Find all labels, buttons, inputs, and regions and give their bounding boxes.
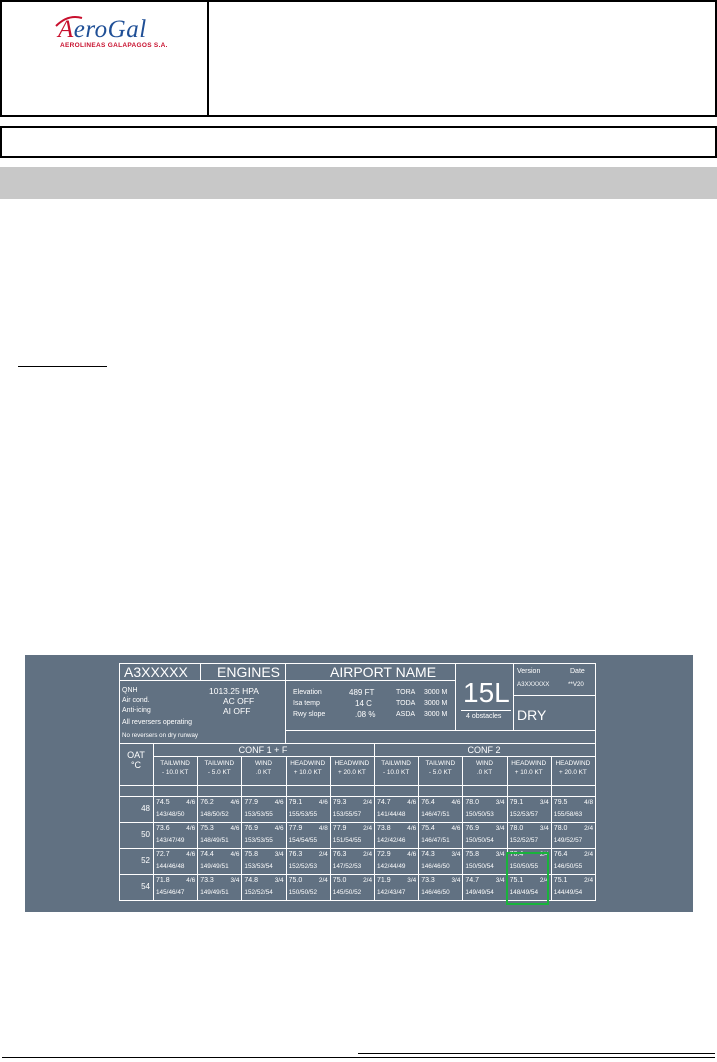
v-speeds: 150/50/53 [465,811,494,818]
v-speeds: 143/47/49 [156,837,185,844]
takeoff-weight: 75.3 [200,825,214,832]
takeoff-weight: 77.9 [332,825,347,832]
v-speeds: 146/46/50 [421,863,450,870]
v-speeds: 153/55/57 [332,811,362,818]
oat-value: 48 [141,804,150,813]
row-divider [119,848,595,849]
v-speeds: 148/50/52 [200,811,229,818]
column-divider [330,756,331,900]
wind-header-title: WIND [254,760,272,767]
takeoff-weight: 73.8 [377,825,391,832]
v-speeds: 152/53/57 [509,811,539,818]
logo-cell [2,2,209,115]
takeoff-weight: 74.8 [244,877,259,884]
isa-label: Isa temp [293,700,320,707]
info-bottom [285,730,595,731]
flex-config: 3/4 [495,877,505,884]
tora-value: 3000 M [424,689,448,696]
selected-cell-highlight [506,852,549,905]
wind-header-title: TAILWIND [204,760,235,767]
v-speeds: 149/49/51 [200,863,229,870]
takeoff-weight: 73.3 [421,877,435,884]
takeoff-weight: 79.3 [332,799,347,806]
v-speeds: 149/49/54 [465,889,494,896]
takeoff-weight: 76.9 [465,825,480,832]
takeoff-weight: 79.1 [509,799,524,806]
elevation-label: Elevation [293,689,322,696]
v-speeds: 144/49/54 [553,889,583,896]
title-divider-left [119,680,285,681]
flex-config: 2/4 [539,851,549,858]
column-divider [241,756,242,900]
v-speeds: 155/58/63 [553,811,583,818]
takeoff-weight: 76.4 [421,799,435,806]
obstacles-count: 4 obstacles [466,713,502,720]
runway-underline [461,710,511,711]
takeoff-weight: 75.4 [421,825,435,832]
flex-config: 4/6 [230,799,240,806]
column-divider [418,756,419,900]
v-speeds: 145/50/52 [332,889,362,896]
flex-config: 2/4 [363,825,372,832]
frame-right-top [595,663,596,743]
frame-left-top [119,663,120,743]
isa-value: 14 C [355,699,372,708]
flex-config: 3/4 [274,851,284,858]
runway-surface: DRY [517,707,547,723]
underline-rule [18,366,107,367]
takeoff-weight: 76.4 [553,851,568,858]
slope-label: Rwy slope [293,711,326,718]
wind-header-value: - 10.0 KT [382,769,410,776]
data-top [119,796,595,797]
wind-header-value: .0 KT [255,769,272,776]
v-speeds: 150/50/55 [509,863,539,870]
wind-header-title: TAILWIND [425,760,456,767]
v-speeds: 148/49/54 [509,889,539,896]
takeoff-weight: 76.4 [509,851,524,858]
takeoff-weight: 74.3 [421,851,435,858]
flex-config: 4/6 [186,799,196,806]
toda-value: 3000 M [424,700,448,707]
aircond-value: AC OFF [223,696,255,706]
conf2-header: CONF 2 [467,745,501,755]
wind-header-bottom [119,785,595,786]
elevation-value: 489 FT [349,688,375,697]
flex-config: 4/6 [407,825,417,832]
antiice-label: Anti-icing [122,707,151,714]
v-speeds: 150/50/54 [465,863,494,870]
oat-value: 54 [141,882,150,891]
v-speeds: 152/52/53 [288,863,318,870]
takeoff-weight: 75.1 [553,877,568,884]
row-divider [119,822,595,823]
flex-config: 3/4 [539,799,549,806]
takeoff-weight: 76.2 [200,799,214,806]
v-speeds: 141/44/48 [377,811,406,818]
title-sep-4 [513,663,514,730]
column-divider [551,756,552,900]
aerogal-logo: AeroGal [58,16,147,43]
flex-config: 4/6 [318,799,328,806]
wind-header-value: - 5.0 KT [428,769,452,776]
v-speeds: 150/50/52 [288,889,318,896]
flex-config: 4/8 [318,825,328,832]
v-speeds: 154/54/55 [288,837,318,844]
v-speeds: 144/46/48 [156,863,185,870]
takeoff-weight: 76.9 [244,825,259,832]
version-label: Version [517,668,541,675]
v-speeds: 151/54/55 [332,837,362,844]
flex-config: 2/4 [584,877,593,884]
takeoff-weight: 78.0 [465,799,480,806]
reversers-all: All reversers operating [122,719,193,726]
flex-config: 4/6 [451,799,461,806]
toda-label: TODA [396,700,416,707]
flex-config: 2/4 [584,825,593,832]
takeoff-weight: 74.4 [200,851,214,858]
flex-config: 2/4 [363,877,372,884]
title-sep-1 [200,663,201,680]
takeoff-weight: 71.8 [156,877,170,884]
conf1-header: CONF 1 + F [238,745,288,755]
column-divider [286,756,287,900]
flex-config: 3/4 [451,851,461,858]
frame-mid [119,743,595,744]
v-speeds: 152/52/57 [509,837,539,844]
wind-header-title: HEADWIND [334,760,370,767]
qnh-label: QNH [122,687,138,694]
v-speeds: 142/44/49 [377,863,406,870]
v-speeds: 145/46/47 [156,889,185,896]
takeoff-weight: 78.0 [509,825,524,832]
oat-value: 52 [141,856,150,865]
runway-id: 15L [463,677,510,708]
footer-rule [2,1057,715,1058]
flex-config: 3/4 [274,877,284,884]
v-speeds: 155/53/55 [288,811,318,818]
takeoff-weight: 79.1 [288,799,303,806]
wind-header-value: .0 KT [476,769,493,776]
takeoff-weight: 76.3 [288,851,303,858]
v-speeds: 146/46/50 [421,889,450,896]
date-label: Date [570,668,585,675]
wind-header-value: - 5.0 KT [207,769,231,776]
v-speeds: 142/42/46 [377,837,406,844]
flex-config: 3/4 [539,825,549,832]
v-speeds: 146/47/51 [421,811,450,818]
takeoff-weight: 76.3 [332,851,347,858]
v-speeds: 146/47/51 [421,837,450,844]
flex-config: 3/4 [495,799,505,806]
logo-subtitle: AEROLINEAS GALAPAGOS S.A. [60,42,168,49]
oat-label-text: OAT [127,750,145,760]
flex-config: 4/6 [407,851,417,858]
flex-config: 3/4 [451,877,461,884]
flex-config: 3/4 [495,851,505,858]
flex-config: 3/4 [407,877,417,884]
title-divider-mid [285,680,455,681]
date-value: **V20 [568,681,584,688]
asda-value: 3000 M [424,711,448,718]
wind-header-value: + 10.0 KT [293,769,322,776]
wind-header-value: + 20.0 KT [337,769,366,776]
takeoff-weight: 73.6 [156,825,170,832]
document-header [0,0,717,117]
title-bar [0,126,717,158]
takeoff-weight: 75.1 [509,877,524,884]
takeoff-weight: 74.5 [156,799,170,806]
flex-config: 3/4 [230,877,240,884]
slope-value: .08 % [355,710,376,719]
v-speeds: 149/52/57 [553,837,583,844]
flex-config: 2/4 [363,851,372,858]
aircraft-code: A3XXXXX [124,664,188,680]
takeoff-weight: 71.9 [377,877,391,884]
takeoff-weight: 73.3 [200,877,214,884]
oat-value: 50 [141,830,150,839]
flex-config: 2/4 [539,877,549,884]
takeoff-weight: 77.9 [288,825,303,832]
title-sep-3 [455,663,456,730]
engines-title: ENGINES [217,664,281,680]
flex-config: 4/6 [274,799,284,806]
wind-header-title: WIND [475,760,493,767]
wind-header-title: HEADWIND [290,760,326,767]
title-sep-2 [285,663,286,743]
v-speeds: 153/53/55 [244,811,273,818]
v-speeds: 152/52/54 [244,889,273,896]
section-bar [0,167,717,199]
takeoff-weight: 77.9 [244,799,259,806]
v-speeds: 153/53/55 [244,837,273,844]
v-speeds: 143/48/50 [156,811,185,818]
flex-config: 4/6 [274,825,284,832]
takeoff-weight: 79.5 [553,799,568,806]
column-divider [462,756,463,900]
v-speeds: 153/53/54 [244,863,273,870]
takeoff-weight: 75.0 [288,877,303,884]
wind-header-title: HEADWIND [555,760,591,767]
wind-header-value: + 20.0 KT [558,769,587,776]
footer-rule-right [358,1053,715,1054]
flex-config: 4/6 [451,825,461,832]
takeoff-weight: 74.7 [377,799,391,806]
takeoff-weight: 75.0 [332,877,347,884]
flex-config: 2/4 [363,799,372,806]
airport-name: AIRPORT NAME [330,664,437,680]
flex-config: 2/4 [318,877,328,884]
flex-config: 4/6 [230,825,240,832]
flex-config: 2/4 [584,851,593,858]
wind-header-title: TAILWIND [381,760,411,767]
version-value: A3XXXXXX [517,681,550,688]
version-divider [513,695,595,696]
v-speeds: 149/49/51 [200,889,229,896]
flex-config: 4/6 [186,877,196,884]
v-speeds: 150/50/54 [465,837,494,844]
flex-config: 4/6 [407,799,417,806]
table-right-border [595,743,596,900]
tora-label: TORA [396,689,416,696]
flex-config: 4/6 [186,851,196,858]
wind-header-value: + 10.0 KT [514,769,543,776]
takeoff-weight: 72.9 [377,851,391,858]
asda-label: ASDA [396,711,416,718]
takeoff-weight: 72.7 [156,851,170,858]
qnh-value: 1013.25 HPA [209,686,259,696]
v-speeds: 147/52/53 [332,863,362,870]
takeoff-weight: 75.8 [465,851,480,858]
oat-unit-text: °C [130,760,142,770]
wind-header-title: TAILWIND [160,760,190,767]
flex-config: 4/6 [230,851,240,858]
oat-label [119,750,153,770]
v-speeds: 148/49/51 [200,837,229,844]
wind-header-value: - 10.0 KT [161,769,189,776]
v-speeds: 142/43/47 [377,889,406,896]
wind-header-title: HEADWIND [511,760,547,767]
takeoff-weight: 75.8 [244,851,259,858]
flex-config: 3/4 [495,825,505,832]
flex-config: 4/8 [584,799,593,806]
takeoff-weight: 74.7 [465,877,480,884]
antiice-value: AI OFF [223,706,251,716]
aircond-label: Air cond. [122,697,150,704]
takeoff-weight: 78.0 [553,825,568,832]
rtow-chart-panel [25,655,693,912]
reversers-none: No reversers on dry runway [122,732,198,739]
v-speeds: 146/50/55 [553,863,583,870]
column-divider [197,756,198,900]
flex-config: 4/6 [186,825,196,832]
flex-config: 2/4 [318,851,328,858]
